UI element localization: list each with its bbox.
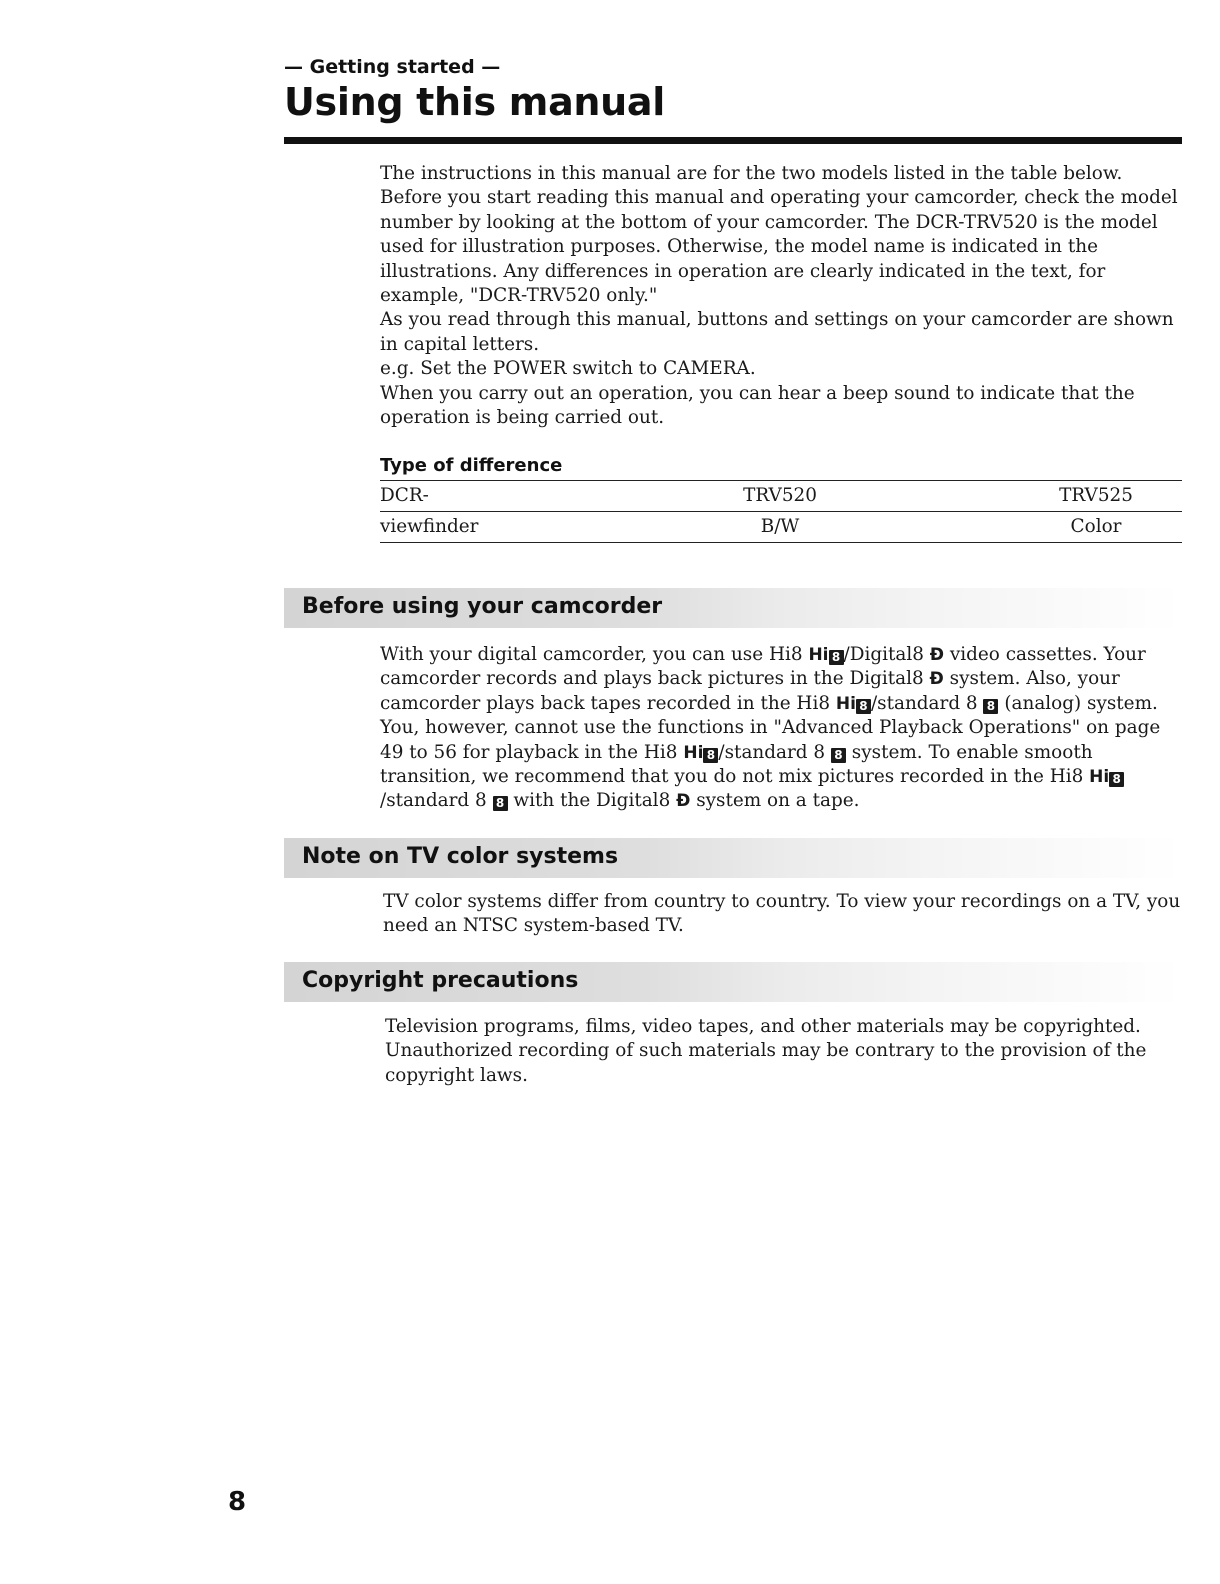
standard8-logo-icon: 8 [493,796,508,811]
before-using-text [380,643,1180,814]
table-cell: viewfinder [380,512,680,543]
copyright-paragraph: Television programs, films, video tapes, and other materials may be copyrighted. Unauthorized recording of such materials may be contrary to the provision of the copyright laws. [385,1016,1147,1086]
section-title: Copyright precautions [302,968,579,993]
page-title: Using this manual [284,80,665,124]
digital8-logo-icon: Ð [929,645,945,665]
title-rule [284,137,1182,144]
hi8-logo-icon: Hi 8 [836,694,871,714]
section-label: — Getting started — [284,56,501,78]
table-cell: B/W [680,512,880,543]
table-row [380,481,1182,512]
difference-table [380,480,1182,543]
tv-color-paragraph: TV color systems differ from country to country. To view your recordings on a TV, you need an NTSC system-based TV. [383,891,1181,937]
section-title: Note on TV color systems [302,844,619,869]
section-header-copyright [284,962,1182,1002]
standard8-logo-icon: 8 [983,699,998,714]
hi8-logo-icon: Hi 8 [683,743,718,763]
intro-example: e.g. Set the POWER switch to CAMERA. [380,358,756,380]
section-header-before-using [284,588,1182,628]
digital8-logo-icon: Ð [929,669,944,690]
table-row [380,512,1182,543]
table-cell: TRV525 [880,481,1182,512]
page-number: 8 [228,1487,247,1517]
intro-paragraph: The instructions in this manual are for the two models listed in the table below. Before you start reading this manual and operating your camcorder, check the model number by looking at the bottom of your camcorder. The DCR-TRV520 is the model used for illustration purposes. Otherwise, the model name is indicated in the illustrations. Any differences in operation are clearly indicated in the text, for example, "DCR-TRV520 only." [380,163,1178,307]
before-using-paragraph: With your digital camcorder, you can use Hi8 Hi 8 /Digital8 Ð video cassettes. Your camcorder records and plays back pictures in the Digital8 Ð system. Also, your camcorder plays back tapes recorded in the Hi8 Hi 8 /standard 8 8 (analog) system. You, however, cannot use the functions in "Advanced Playback Operations" on page 49 to 56 for playback in the Hi8 Hi 8 /standard 8 8 system. To enable smooth transition, we recommend that you do not mix pictures recorded in the Hi8 Hi 8/standard 8 8 with the Digital8 Ð system on a tape. [380,644,1161,812]
digital8-logo-icon: Ð [676,791,691,812]
hi8-logo-icon: Hi 8 [1089,767,1124,787]
tv-color-text [383,890,1183,939]
intro-paragraph: As you read through this manual, buttons and settings on your camcorder are shown in capital letters. [380,309,1174,355]
section-header-tv-color [284,838,1182,878]
standard8-logo-icon: 8 [831,748,846,763]
copyright-text [385,1015,1185,1088]
intro-text [380,162,1180,430]
table-cell: DCR- [380,481,680,512]
table-cell: Color [880,512,1182,543]
section-title: Before using your camcorder [302,594,663,619]
table-cell: TRV520 [680,481,880,512]
intro-paragraph: When you carry out an operation, you can hear a beep sound to indicate that the operation is being carried out. [380,382,1135,429]
difference-table-heading: Type of difference [380,455,563,476]
hi8-logo-icon: Hi 8 [808,645,843,665]
